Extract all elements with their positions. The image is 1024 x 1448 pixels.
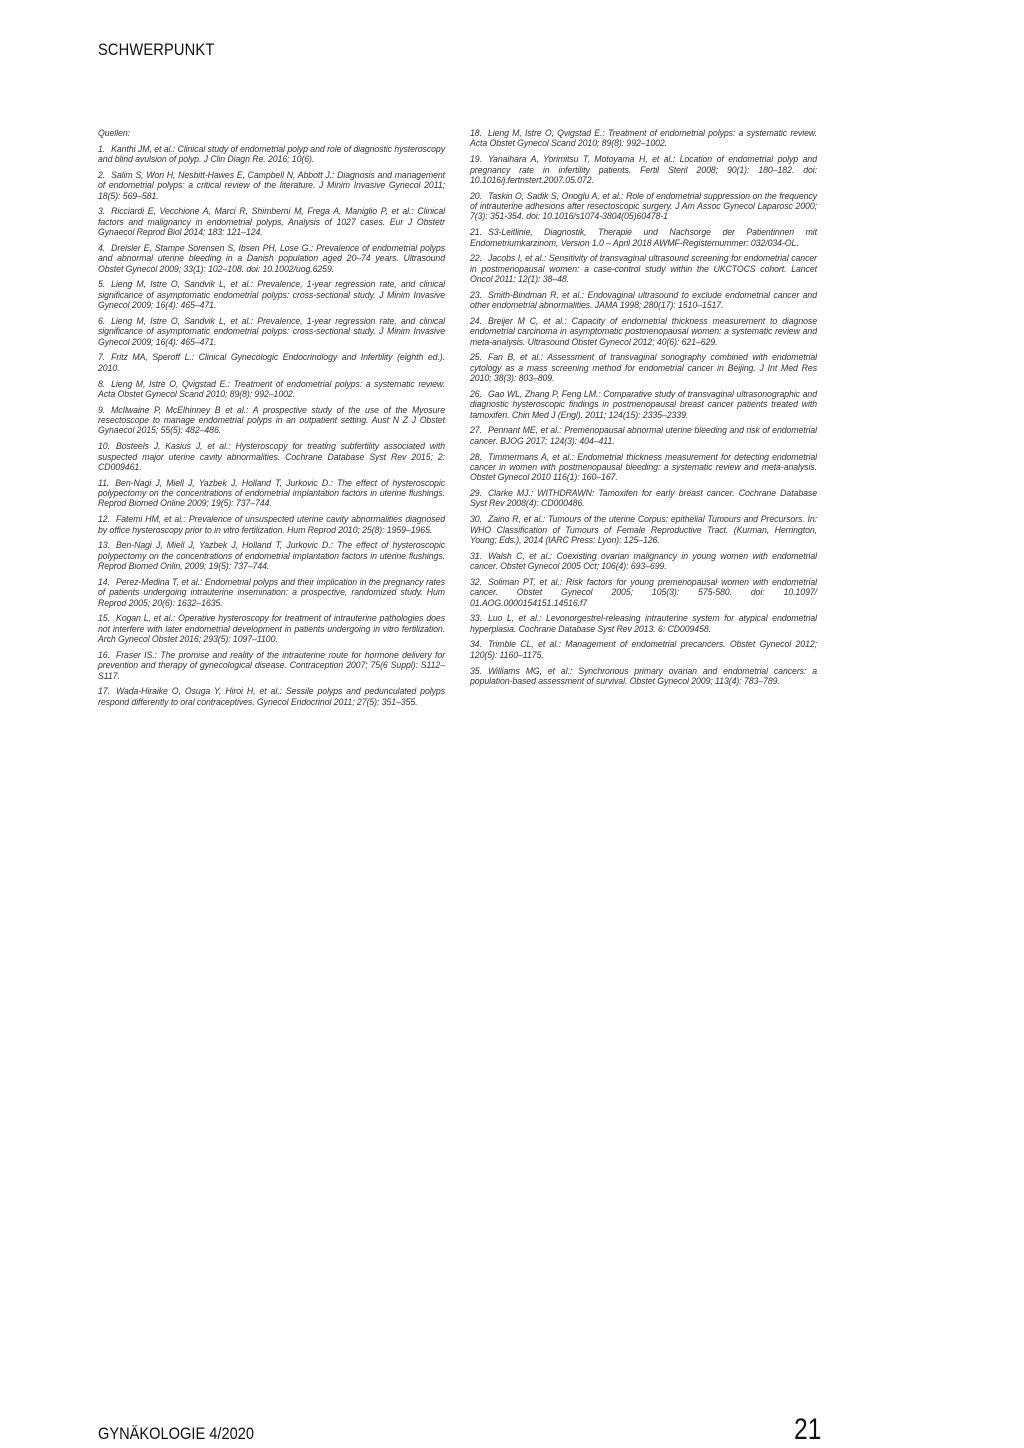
reference-item [98,243,445,274]
reference-number: 18. [470,128,482,138]
reference-number: 16. [98,649,110,660]
reference-item [470,666,817,687]
reference-number: 15. [98,613,110,624]
reference-number: 5. [98,279,106,290]
reference-text: Dreisler E, Stampe Sorensen S, Ibsen PH, Lose G.: Prevalence of endometrial polyps and abnormal uterine bleeding in a Danish population aged 20–74 years. Ultrasound Obstet Gynecol 2009; 33(1): 102–108. doi: 10.1002/uog.6259. [98,242,445,274]
reference-number: 7. [98,352,106,363]
page-number: 21 [793,1413,821,1446]
reference-text: Salim S, Won H, Nesbitt-Hawes E, Campbell N, Abbott J.: Diagnosis and management of endometrial polyps: a critical review of the literature. J Minim Invasive Gynecol 2011; 18(5): 569–581. [98,169,445,201]
reference-text: Bosteels J, Kasius J, et al.: Hysteroscopy for treating subfertility associated with suspected major uterine cavity abnormalities. Cochrane Database Syst Rev 2015; 2: CD009461. [98,441,445,472]
reference-text: Lieng M, Istre O, Sandvik L, et al.: Prevalence, 1-year regression rate, and clinical significance of asymptomatic endometrial polyps: cross-sectional study. J Minim Invasive Gynecol 2009; 16(4): 465–471. [98,279,445,311]
reference-item [470,352,817,383]
reference-text: Lieng M, Istre O, Qvigstad E.: Treatment of endometrial polyps: a systematic review. Acta Obstet Gynecol Scand 2010; 89(8): 992–1002. [470,128,817,149]
reference-text: Jacobs I, et al.: Sensitivity of transvaginal ultrasound screening for endometrial cancer in postmenopausal women: a case-control study within the UKCTOCS cohort. Lancet Oncol 2011; 12(1): 38–48. [470,253,817,285]
reference-number: 26. [470,388,482,399]
sources-label: Quellen: [98,128,130,138]
reference-text: Yanaihara A, Yorimitsu T, Motoyama H, et al.: Location of endometrial polyp and pregnancy rate in infertility patients. Fertil Steril 2008; 90(1): 180–182. doi: 10.1016/j.fertnstert.2007.05.072. [470,154,817,185]
reference-text: Fan B, et al.: Assessment of transvaginal sonography combined with endometrial cytology as a mass screening method for endometrial cancer in Beijing. J Int Med Res 2010; 38(3): 803–809. [470,352,817,384]
reference-number: 10. [98,441,110,452]
reference-item [98,441,445,472]
reference-text: Fritz MA, Speroff L.: Clinical Gynecologic Endocrinology and Infertility (eighth ed.). 2010. [98,352,445,373]
reference-item [470,639,817,660]
reference-text: Breijer M C, et al.: Capacity of endometrial thickness measurement to diagnose endometrial carcinoma in asymptomatic postmenopausal women: a systematic review and meta-analysis. Ultrasound Obstet Gynecol 2012; 40(6): 621–629. [470,315,817,347]
reference-number: 12. [98,514,110,525]
reference-item [470,551,817,572]
references-column-left [98,128,445,712]
reference-number: 11. [98,477,110,488]
reference-number: 30. [470,514,482,525]
reference-item [98,206,445,237]
reference-number: 32. [470,576,482,587]
reference-number: 31. [470,550,482,561]
reference-text: Ricciardi E, Vecchione A, Marci R, Shimberni M, Frega A, Maniglio P, et al.: Clinical factors and malignancy in endometrial polyps, Analysis of 1027 cases. Eur J Obstetr Gynaecol Reprod Biol 2014; 183: 121–124. [98,206,445,238]
reference-item [470,577,817,608]
reference-number: 1. [98,143,106,154]
reference-item [470,290,817,311]
reference-text: Clarke MJ.: WITHDRAWN: Tamoxifen for early breast cancer. Cochrane Database Syst Rev 2008(4): CD000486. [470,488,817,509]
reference-item [470,514,817,545]
reference-item [98,279,445,310]
reference-item [98,316,445,347]
reference-number: 23. [470,289,482,300]
reference-number: 2. [98,169,106,180]
reference-number: 35. [470,665,482,676]
reference-item [470,452,817,483]
reference-item [98,379,445,400]
reference-list-right [470,128,817,686]
reference-number: 3. [98,206,106,217]
reference-text: Fraser IS.: The promise and reality of the intrauterine route for hormone delivery for prevention and therapy of gynecological disease. Contraception 2007; 75(6 Suppl): S112–S117. [98,649,445,681]
reference-item [470,425,817,446]
reference-text: Smith-Bindman R, et al.: Endovaginal ultrasound to exclude endometrial cancer and other endometrial abnormalities. JAMA 1998; 280(17): 1510–1517. [470,289,817,311]
reference-item [98,478,445,509]
reference-text: Gao WL, Zhang P, Feng LM.: Comparative study of transvaginal ultrasonographic and diagnostic hysteroscopic findings in postmenopausal breast cancer patients treated with tamoxifen. Chin Med J (Engl). 2011; 124(15): 2335–2339. [470,388,817,420]
reference-number: 34. [470,639,482,650]
reference-text: Ben-Nagi J, Miell J, Yazbek J, Holland T, Jurkovic D.: The effect of hysteroscopic polypectomy on the concentrations of endometrial implantation factors in uterine flushings. Reprod Biomed Online 2009; 19(5): 737–744. [98,477,445,509]
reference-text: Zaino R, et al.: Tumours of the uterine Corpus: epithelial Tumours and Precursors. In: WHO Classification of Tumours of Female Reproductive Tract. (Kurman, Herrington, Young; Eds.), 2014 (IARC Press: Lyon): 125–126. [470,514,817,545]
reference-text: S3-Leitlinie, Diagnostik, Therapie und Nachsorge der Patientinnen mit Endometriumkarzinom, Version 1.0 – April 2018 AWMF-Registernummer: 032/034-OL. [470,227,817,248]
reference-text: Taskin O, Sadik S, Onoglu A, et al.: Role of endometrial suppression on the frequency of intrauterine adhesions after resectoscopic surgery. J Am Assoc Gynecol Laparosc 2000; 7(3): 351-354. doi: 10.1016/s1074-3804(05)60478-1 [470,190,817,222]
reference-number: 8. [98,378,106,389]
reference-text: Williams MG, et al.: Synchronous primary ovarian and endometrial cancers: a population-based assessment of survival. Obstet Gynecol 2009; 113(4): 783–789. [470,665,817,686]
section-header: SCHWERPUNKT [98,40,215,59]
reference-item [98,613,445,644]
reference-item [98,686,445,707]
reference-text: Trimble CL, et al.: Management of endometrial precancers. Obstet Gynecol 2012; 120(5): 1160–1175. [470,639,817,660]
reference-item [98,540,445,571]
reference-number: 22. [470,253,482,264]
reference-number: 4. [98,242,106,253]
reference-number: 29. [470,488,482,499]
reference-number: 24. [470,315,482,326]
reference-text: Walsh C, et al.: Coexisting ovarian malignancy in young women with endometrial cancer. Obstet Gynecol 2005 Oct; 106(4): 693–699. [470,550,817,572]
reference-item [98,170,445,201]
journal-issue: GYNÄKOLOGIE 4/2020 [98,1424,255,1443]
reference-list-left [98,144,445,707]
reference-item [470,227,817,248]
reference-text: Pennant ME, et al.: Premenopausal abnormal uterine bleeding and risk of endometrial cancer. BJOG 2017; 124(3): 404–411. [470,425,817,446]
reference-number: 20. [470,190,482,201]
reference-item [98,352,445,373]
reference-number: 28. [470,451,482,462]
reference-item [98,144,445,165]
reference-text: Lieng M, Istre O, Qvigstad E.: Treatment of endometrial polyps: a systematic review. Acta Obstet Gynecol Scand 2010; 89(8): 992–1002. [98,378,445,399]
reference-number: 25. [470,352,482,363]
reference-item [98,405,445,436]
reference-number: 17. [98,686,110,697]
reference-item [470,613,817,634]
reference-text: Luo L, et al.: Levonorgestrel-releasing intrauterine system for atypical endometrial hyperplasia. Cochrane Database Syst Rev 2013. 6: CD009458. [470,613,817,634]
reference-text: Perez-Medina T, et al.: Endometrial polyps and their implication in the pregnancy rates of patients undergoing intrauterine insemination: a prospective, randomized study. Hum Reprod 2005; 20(6): 1632–1635. [98,576,445,608]
reference-number: 14. [98,576,110,587]
reference-item [98,514,445,535]
reference-item [470,389,817,420]
reference-number: 9. [98,404,106,415]
reference-number: 13. [98,540,110,551]
reference-text: Kogan L, et al.: Operative hysteroscopy for treatment of intrauterine pathologies does not interfere with later endometrial development in patients undergoing in vitro fertilization. Arch Gynecol Obstet 2016; 293(5): 1097–1100. [98,613,445,645]
reference-item [470,253,817,284]
reference-item [470,191,817,222]
reference-text: Timmermans A, et al.: Endometrial thickness measurement for detecting endometrial cancer in women with postmenopausal bleeding: a systematic review and meta-analysis. Obstet Gynecol 2010 116(1): 160–167. [470,451,817,483]
reference-number: 21. [470,227,482,238]
reference-item [98,577,445,608]
reference-text: Wada-Hiraike O, Osuga Y, Hiroi H, et al.: Sessile polyps and pedunculated polyps respond differently to oral contraceptives. Gynecol Endocrinol 2011; 27(5): 351–355. [98,686,445,707]
reference-text: Fatemi HM, et al.: Prevalence of unsuspected uterine cavity abnormalities diagnosed by office hysteroscopy prior to in vitro fertilization. Hum Reprod 2010; 25(8): 1959–1965. [98,514,445,535]
reference-text: Lieng M, Istre O, Sandvik L, et al.: Prevalence, 1-year regression rate, and clinical significance of asymptomatic endometrial polyps: cross-sectional study. J Minim Invasive Gynecol 2009; 16(4): 465–471. [98,315,445,347]
reference-item [470,128,817,149]
reference-number: 19. [470,154,482,165]
reference-item [470,154,817,185]
reference-item [470,488,817,509]
reference-number: 27. [470,425,482,436]
reference-text: Soliman PT, et al.: Risk factors for young premenopausal women with endometrial cancer. Obstet Gynecol 2005; 105(3): 575-580. doi: 10.1097/ 01.AOG.0000154151.14516.f7 [470,576,817,608]
reference-number: 33. [470,613,482,624]
reference-text: Kanthi JM, et al.: Clinical study of endometrial polyp and role of diagnostic hysteroscopy and blind avulsion of polyp. J Clin Diagn Re. 2016; 10(6). [98,143,445,165]
reference-item [470,316,817,347]
reference-item [98,650,445,681]
reference-number: 6. [98,315,106,326]
references-column-right [470,128,817,692]
reference-text: McIlwaine P, McElhinney B et al.: A prospective study of the use of the Myosure resectoscope to manage endometrial polyps in an outpatient setting. Aust N Z J Obstet Gynaecol 2015; 55(5): 482–486. [98,404,445,436]
reference-text: Ben-Nagi J, Miell J, Yazbek J, Holland T, Jurkovic D.: The effect of hysteroscopic polypectomy on the concentrations of endometrial implantation factors in uterine flushings. Reprod Biomed Onlin, 2009; 19(5): 737–744. [98,540,445,572]
